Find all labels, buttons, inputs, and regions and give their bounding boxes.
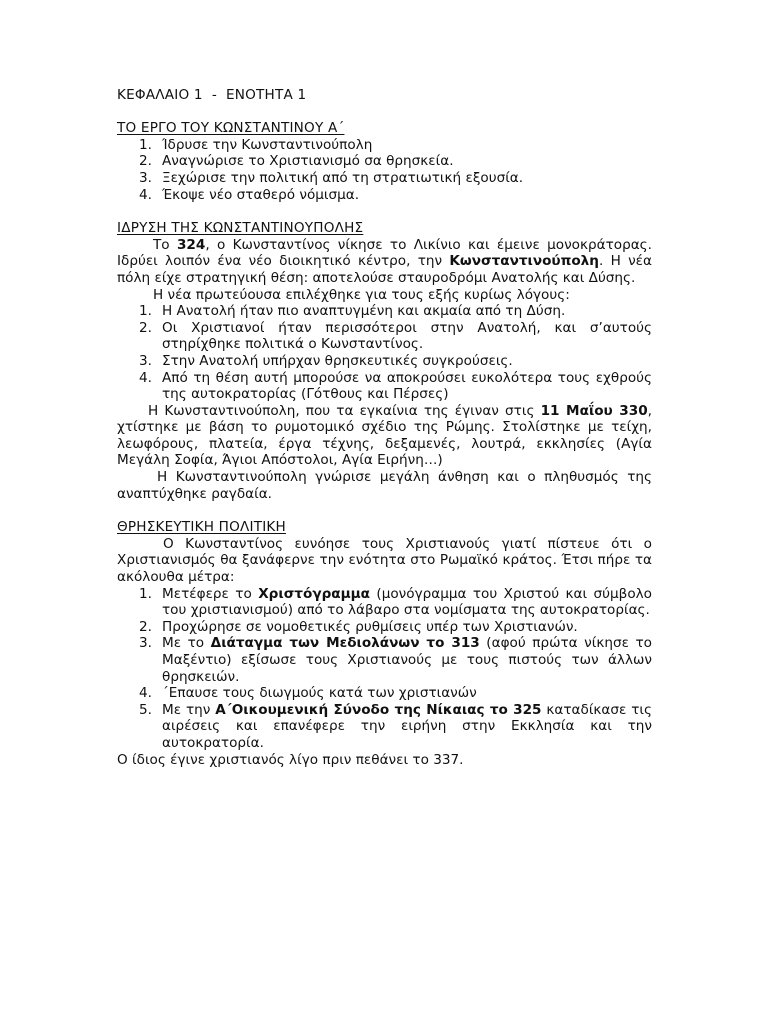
bold-year: 324 bbox=[176, 236, 206, 253]
list-number: 2. bbox=[139, 319, 152, 336]
religious-paragraph-1: Ο Κωνσταντίνος ευνόησε τους Χριστιανούς γιατί πίστευε ότι ο Χριστιανισμός θα ξανάφερνε την ενότητα στο Ρωμαϊκό κράτος. Έτσι πήρε τα ακόλουθα μέτρα: bbox=[117, 535, 652, 586]
founding-paragraph-2: Η νέα πρωτεύουσα επιλέχθηκε για τους εξής κυρίως λόγους: bbox=[153, 286, 570, 303]
list-item bbox=[117, 586, 652, 619]
text-run: Με την bbox=[162, 701, 216, 718]
document-body bbox=[117, 87, 652, 768]
text-run: καταδίκασε τις αιρέσεις και επανέφερε την ειρήνη στην Εκκλησία και την αυτοκρατορία. bbox=[162, 701, 652, 751]
religious-measures-list bbox=[117, 586, 652, 752]
founding-paragraph-4: Η Κωνσταντινούπολη γνώρισε μεγάλη άνθηση και ο πληθυσμός της αναπτύχθηκε ραγδαία. bbox=[117, 469, 652, 502]
section-heading-constantine-work: ΤΟ ΕΡΓΟ ΤΟΥ ΚΩΝΣΤΑΝΤΙΝΟΥ Α΄ bbox=[117, 120, 345, 137]
section-heading-religious-policy: ΘΡΗΣΚΕΥΤΙΚΗ ΠΟΛΙΤΙΚΗ bbox=[117, 519, 286, 536]
list-item-text: Στην Ανατολή υπήρχαν θρησκευτικές συγκρούσεις. bbox=[162, 352, 513, 369]
list-item-text: Οι Χριστιανοί ήταν περισσότεροι στην Ανατολή, και σ’αυτούς στηρίχθηκε πολιτικά ο Κωνσταντίνος. bbox=[162, 319, 652, 353]
text-run: , ο Κωνσταντίνος νίκησε το Λικίνιο και έμεινε μονοκράτορας. Ιδρύει λοιπόν ένα νέο διοικητικό κέντρο, την bbox=[117, 236, 652, 270]
bold-date: 11 Μαΐου 330 bbox=[540, 402, 648, 419]
list-item bbox=[117, 685, 652, 702]
text-run: (αφού πρώτα νίκησε το Μαξέντιο) εξίσωσε τους Χριστιανούς με τους πιστούς των άλλων θρησκειών. bbox=[162, 635, 652, 685]
bold-term: Α΄Οικουμενική Σύνοδο της Νίκαιας το 325 bbox=[215, 701, 542, 718]
list-number: 1. bbox=[139, 303, 152, 320]
list-item bbox=[117, 153, 652, 170]
bold-term: Διάταγμα των Μεδιολάνων το 313 bbox=[210, 635, 480, 652]
text-run: . Η νέα πόλη είχε στρατηγική θέση: αποτελούσε σταυροδρόμι Ανατολής και Δύσης. bbox=[117, 253, 652, 286]
text-run: Με το bbox=[162, 635, 211, 652]
list-number: 3. bbox=[139, 352, 152, 369]
founding-paragraph-3 bbox=[117, 403, 652, 469]
spacer bbox=[117, 203, 652, 220]
list-number: 4. bbox=[139, 369, 152, 386]
list-item bbox=[117, 137, 652, 154]
text-run: Το bbox=[153, 236, 177, 253]
list-item bbox=[117, 170, 652, 187]
list-number: 1. bbox=[139, 136, 152, 153]
text-run: Η Κωνσταντινούπολη, που τα εγκαίνια της έγιναν στις bbox=[148, 402, 541, 419]
spacer bbox=[117, 502, 652, 519]
list-item bbox=[117, 320, 652, 353]
list-number: 4. bbox=[139, 685, 152, 702]
list-item-text: Έκοψε νέο σταθερό νόμισμα. bbox=[162, 186, 360, 203]
list-number: 3. bbox=[139, 635, 152, 652]
list-item-text: ΄Επαυσε τους διωγμούς κατά των χριστιανών bbox=[162, 685, 477, 702]
constantine-work-list bbox=[117, 137, 652, 203]
list-number: 1. bbox=[139, 585, 152, 602]
list-item bbox=[117, 635, 652, 685]
list-item bbox=[117, 619, 652, 636]
text-run: Μετέφερε το bbox=[162, 585, 259, 602]
list-item bbox=[117, 353, 652, 370]
list-item-text: Αναγνώρισε το Χριστιανισμό σα θρησκεία. bbox=[162, 153, 454, 170]
list-item bbox=[117, 370, 652, 403]
spacer bbox=[117, 104, 652, 121]
list-number: 4. bbox=[139, 186, 152, 203]
list-number: 2. bbox=[139, 618, 152, 635]
list-item-text: Προχώρησε σε νομοθετικές ρυθμίσεις υπέρ των Χριστιανών. bbox=[162, 618, 578, 635]
chapter-title: ΚΕΦΑΛΑΙΟ 1 - ΕΝΟΤΗΤΑ 1 bbox=[117, 87, 307, 103]
list-number: 2. bbox=[139, 153, 152, 170]
text-run: (μονόγραμμα του Χριστού και σύμβολο του χριστιανισμού) από το λάβαρο στα νομίσματα της αυτοκρατορίας. bbox=[162, 585, 653, 619]
list-item bbox=[117, 702, 652, 752]
bold-term: Χριστόγραμμα bbox=[258, 585, 370, 602]
list-item-text: Ίδρυσε την Κωνσταντινούπολη bbox=[162, 136, 373, 153]
bold-city-name: Κωνσταντινούπολη bbox=[449, 253, 599, 270]
list-number: 3. bbox=[139, 169, 152, 186]
list-item-text: Η Ανατολή ήταν πιο αναπτυγμένη και ακμαία από τη Δύση. bbox=[162, 303, 566, 320]
founding-paragraph-1 bbox=[117, 237, 652, 287]
closing-sentence: Ο ίδιος έγινε χριστιανός λίγο πριν πεθάνει το 337. bbox=[117, 751, 464, 768]
list-item-text: Από τη θέση αυτή μπορούσε να αποκρούσει ευκολότερα τους εχθρούς της αυτοκρατορίας (Γότθους και Πέρσες) bbox=[162, 369, 652, 403]
list-number: 5. bbox=[139, 701, 152, 718]
text-run: , χτίστηκε με βάση το ρυμοτομικό σχέδιο της Ρώμης. Στολίστηκε με τείχη, λεωφόρους, πλατεία, έργα τέχνης, δεξαμενές, λουτρά, εκκλησίες (Αγία Μεγάλη Σοφία, Άγιοι Απόστολοι, Αγία Ειρήνη…) bbox=[117, 402, 652, 469]
capital-reasons-list bbox=[117, 303, 652, 403]
list-item-text: Ξεχώρισε την πολιτική από τη στρατιωτική εξουσία. bbox=[162, 169, 524, 186]
list-item bbox=[117, 187, 652, 204]
list-item bbox=[117, 303, 652, 320]
section-heading-founding: ΙΔΡΥΣΗ ΤΗΣ ΚΩΝΣΤΑΝΤΙΝΟΥΠΟΛΗΣ bbox=[117, 220, 364, 237]
